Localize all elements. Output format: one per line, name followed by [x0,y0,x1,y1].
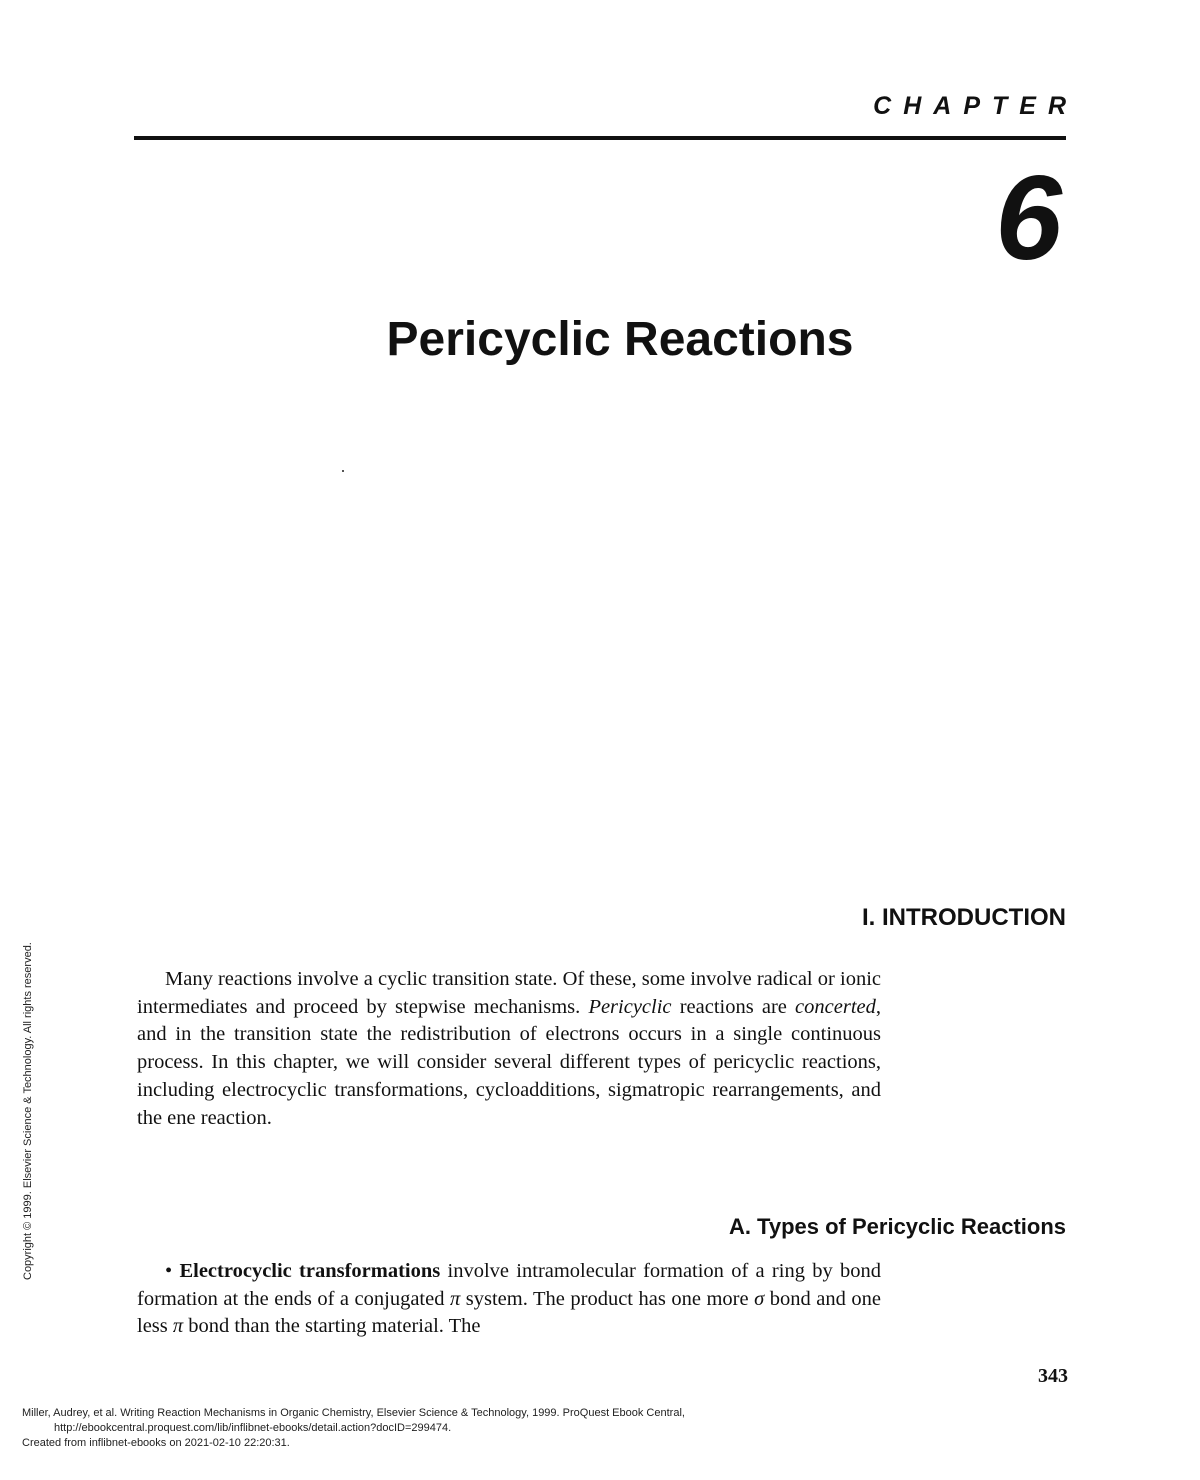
pi-symbol: π [449,1287,461,1310]
chapter-rule [134,136,1066,140]
introduction-paragraph [137,966,881,1132]
bullet-text-3: bond and one less [137,1287,881,1338]
bullet-text-1: involve intramolecular formation of a ring by bond formation at the ends of a conjugated [137,1260,881,1310]
stray-dot [342,470,344,472]
chapter-label: CHAPTER [873,92,1078,120]
bullet-paragraph [137,1258,881,1341]
page-number: 343 [1038,1365,1068,1387]
intro-text-3: , and in the transition state the redistribution of electrons occurs in a single continuous process. In this chapter, we will consider several different types of pericyclic reactions, including electrocyclic transformations, cycloadditions, sigmatropic rearrangements, and the ene reaction. [137,995,881,1129]
citation-line-3: Created from inflibnet-ebooks on 2021-02-10 22:20:31. [22,1437,290,1449]
bullet-marker: • [165,1260,173,1282]
bullet-text-4: bond than the starting material. The [183,1315,481,1338]
bullet-term: Electrocyclic transformations [179,1260,441,1282]
side-copyright: Copyright © 1999. Elsevier Science & Technology. All rights reserved. [22,942,34,1280]
citation-url[interactable]: http://ebookcentral.proquest.com/lib/inflibnet-ebooks/detail.action?docID=299474. [54,1422,452,1434]
citation-block [22,1406,685,1451]
pi-symbol-2: π [172,1315,184,1338]
intro-term-concerted: concerted [795,995,876,1018]
intro-text-1: Many reactions involve a cyclic transition state. Of these, some involve radical or ionic intermediates and proceed by stepwise mechanisms. [137,968,881,1018]
citation-line-1: Miller, Audrey, et al. Writing Reaction Mechanisms in Organic Chemistry, Elsevier Science & Technology, 1999. ProQuest Ebook Central, [22,1407,685,1419]
sigma-symbol: σ [754,1287,765,1310]
subsection-heading: A. Types of Pericyclic Reactions [728,1214,1066,1239]
intro-term-pericyclic: Pericyclic [588,995,672,1018]
section-heading: I. INTRODUCTION [862,904,1066,931]
intro-text-2: reactions are [671,995,796,1018]
bullet-text-2: system. The product has one more [460,1287,755,1310]
chapter-number: 6 [995,151,1062,285]
chapter-title: Pericyclic Reactions [386,313,854,366]
